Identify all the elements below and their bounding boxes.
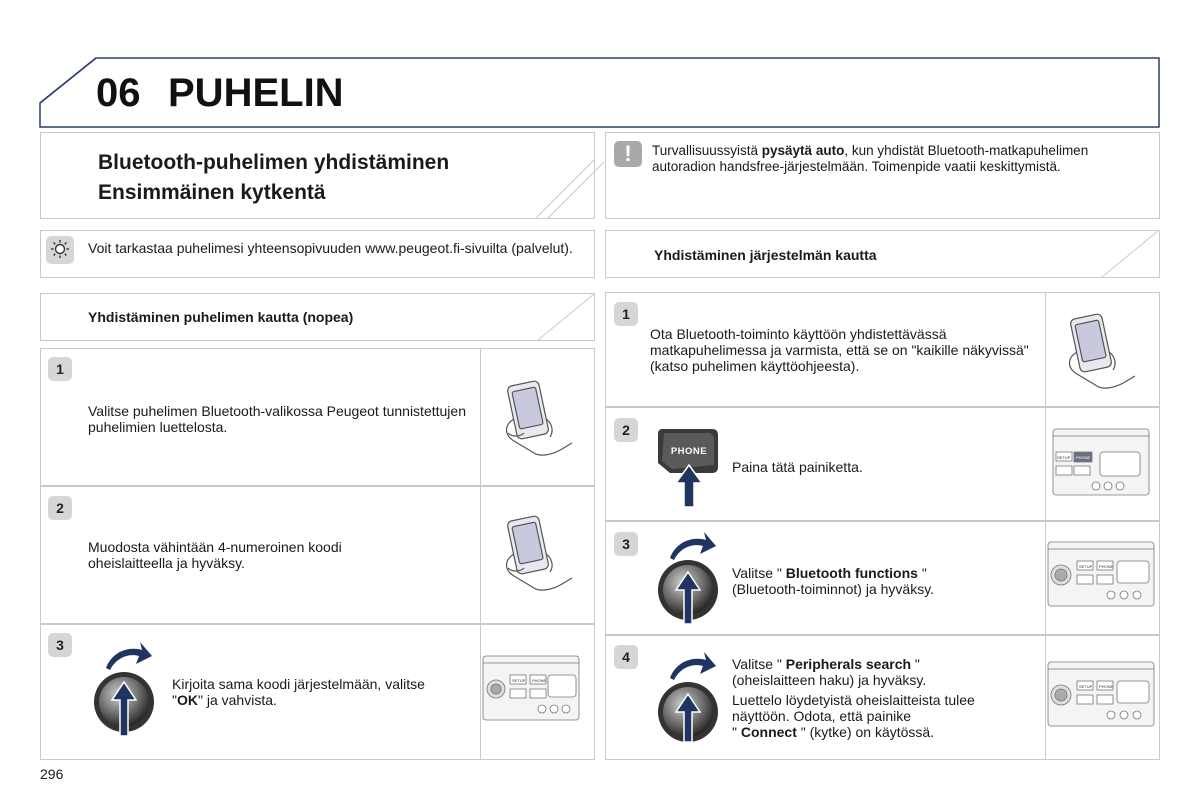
right-step-3-text-bold: Bluetooth functions <box>785 565 918 581</box>
warning-corner <box>546 130 606 220</box>
radio-label-setup: SETUP <box>1079 684 1093 689</box>
right-step-4-para3-bold: Connect <box>740 724 797 740</box>
left-heading: Yhdistäminen puhelimen kautta (nopea) <box>88 309 354 325</box>
right-step-4-para2: Luettelo löydetyistä oheislaitteista tulee näyttöön. Odota, että painike <box>732 692 975 724</box>
left-step-1-badge: 1 <box>48 357 72 381</box>
right-step-4-badge: 4 <box>614 645 638 669</box>
radio-label-phone: PHONE <box>1099 684 1114 689</box>
warning-icon: ! <box>614 141 642 167</box>
radio-panel-illustration <box>482 655 582 725</box>
lightbulb-icon <box>46 236 74 264</box>
page-title: PUHELIN <box>168 71 344 115</box>
phone-button-icon <box>656 425 726 515</box>
left-step-2-text: Muodosta vähintään 4-numeroinen koodi oheislaitteella ja hyväksy. <box>88 539 342 571</box>
rotary-knob-icon <box>92 640 172 740</box>
smartphone-hand-icon <box>500 510 580 600</box>
left-step-3-text <box>172 676 452 708</box>
right-step-4-text-bold: Peripherals search <box>785 656 912 672</box>
right-step-2-badge: 2 <box>614 418 638 442</box>
left-step-3-text-post: " ja vahvista. <box>197 692 277 708</box>
rotary-knob-icon <box>656 650 736 750</box>
right-step-3-text-post: " <box>917 565 927 581</box>
radio-label-setup: SETUP <box>1079 564 1093 569</box>
right-step-3-badge: 3 <box>614 532 638 556</box>
section-title-line1: Bluetooth-puhelimen yhdistäminen <box>98 151 450 174</box>
radio-panel-illustration <box>1047 661 1157 731</box>
tip-text: Voit tarkastaa puhelimesi yhteensopivuuden www.peugeot.fi-sivuilta (palvelut). <box>88 240 573 256</box>
right-step-4-para3 <box>732 724 1032 740</box>
right-step-4-text <box>732 656 1032 688</box>
smartphone-hand-icon <box>1063 308 1143 398</box>
left-heading-corner <box>536 292 596 342</box>
radio-label-setup: SETUP <box>1057 455 1071 460</box>
radio-label-phone: PHONE <box>1076 455 1091 460</box>
right-step-4-text-line2: (oheislaitteen haku) ja hyväksy. <box>732 672 927 688</box>
left-step-3-text-pre: Kirjoita sama koodi järjestelmään, valitse " <box>172 676 425 708</box>
left-step-3-badge: 3 <box>48 633 72 657</box>
right-step-4-para3-pre: " <box>732 724 741 740</box>
warning-text-pre: Turvallisuussyistä <box>652 143 762 158</box>
right-step-1-text: Ota Bluetooth-toiminto käyttöön yhdistettävässä matkapuhelimessa ja varmista, että se on "kaikille näkyvissä" (katso puhelimen käyttöohjeesta). <box>650 326 1029 374</box>
radio-panel-illustration <box>1047 541 1157 611</box>
smartphone-hand-icon <box>500 375 580 465</box>
warning-text <box>652 143 1092 175</box>
right-heading: Yhdistäminen järjestelmän kautta <box>654 247 877 263</box>
radio-label-phone: PHONE <box>1099 564 1114 569</box>
left-step-3-text-bold: OK <box>176 692 198 708</box>
right-step-4-para3-post: " (kytke) on käytössä. <box>796 724 935 740</box>
radio-label-phone: PHONE <box>532 678 547 683</box>
section-title-line2: Ensimmäinen kytkentä <box>98 181 326 204</box>
radio-panel-illustration <box>1052 428 1152 498</box>
rotary-knob-icon <box>656 530 736 630</box>
right-step-3-text-line2: (Bluetooth-toiminnot) ja hyväksy. <box>732 581 935 597</box>
left-step-2-badge: 2 <box>48 496 72 520</box>
right-step-4-text-pre: Valitse " <box>732 656 786 672</box>
radio-label-setup: SETUP <box>512 678 526 683</box>
left-step-1-text: Valitse puhelimen Bluetooth-valikossa Peugeot tunnistettujen puhelimien luettelosta. <box>88 403 466 435</box>
right-step-1-badge: 1 <box>614 302 638 326</box>
page-number: 296 <box>40 766 64 782</box>
right-heading-corner <box>1100 229 1160 279</box>
right-step-3-text-pre: Valitse " <box>732 565 786 581</box>
right-step-3-text <box>732 565 1032 597</box>
chapter-number: 06 <box>96 71 141 115</box>
right-step-4-text-post: " <box>911 656 920 672</box>
phone-button-label: PHONE <box>670 446 708 457</box>
warning-text-bold: pysäytä auto <box>761 143 845 158</box>
right-step-2-text: Paina tätä painiketta. <box>732 459 863 475</box>
warning-text-post: , kun yhdistät Bluetooth-matkapuhelimen autoradion handsfree-järjestelmään. Toimenpide vaatii keskittymistä. <box>652 143 1089 174</box>
